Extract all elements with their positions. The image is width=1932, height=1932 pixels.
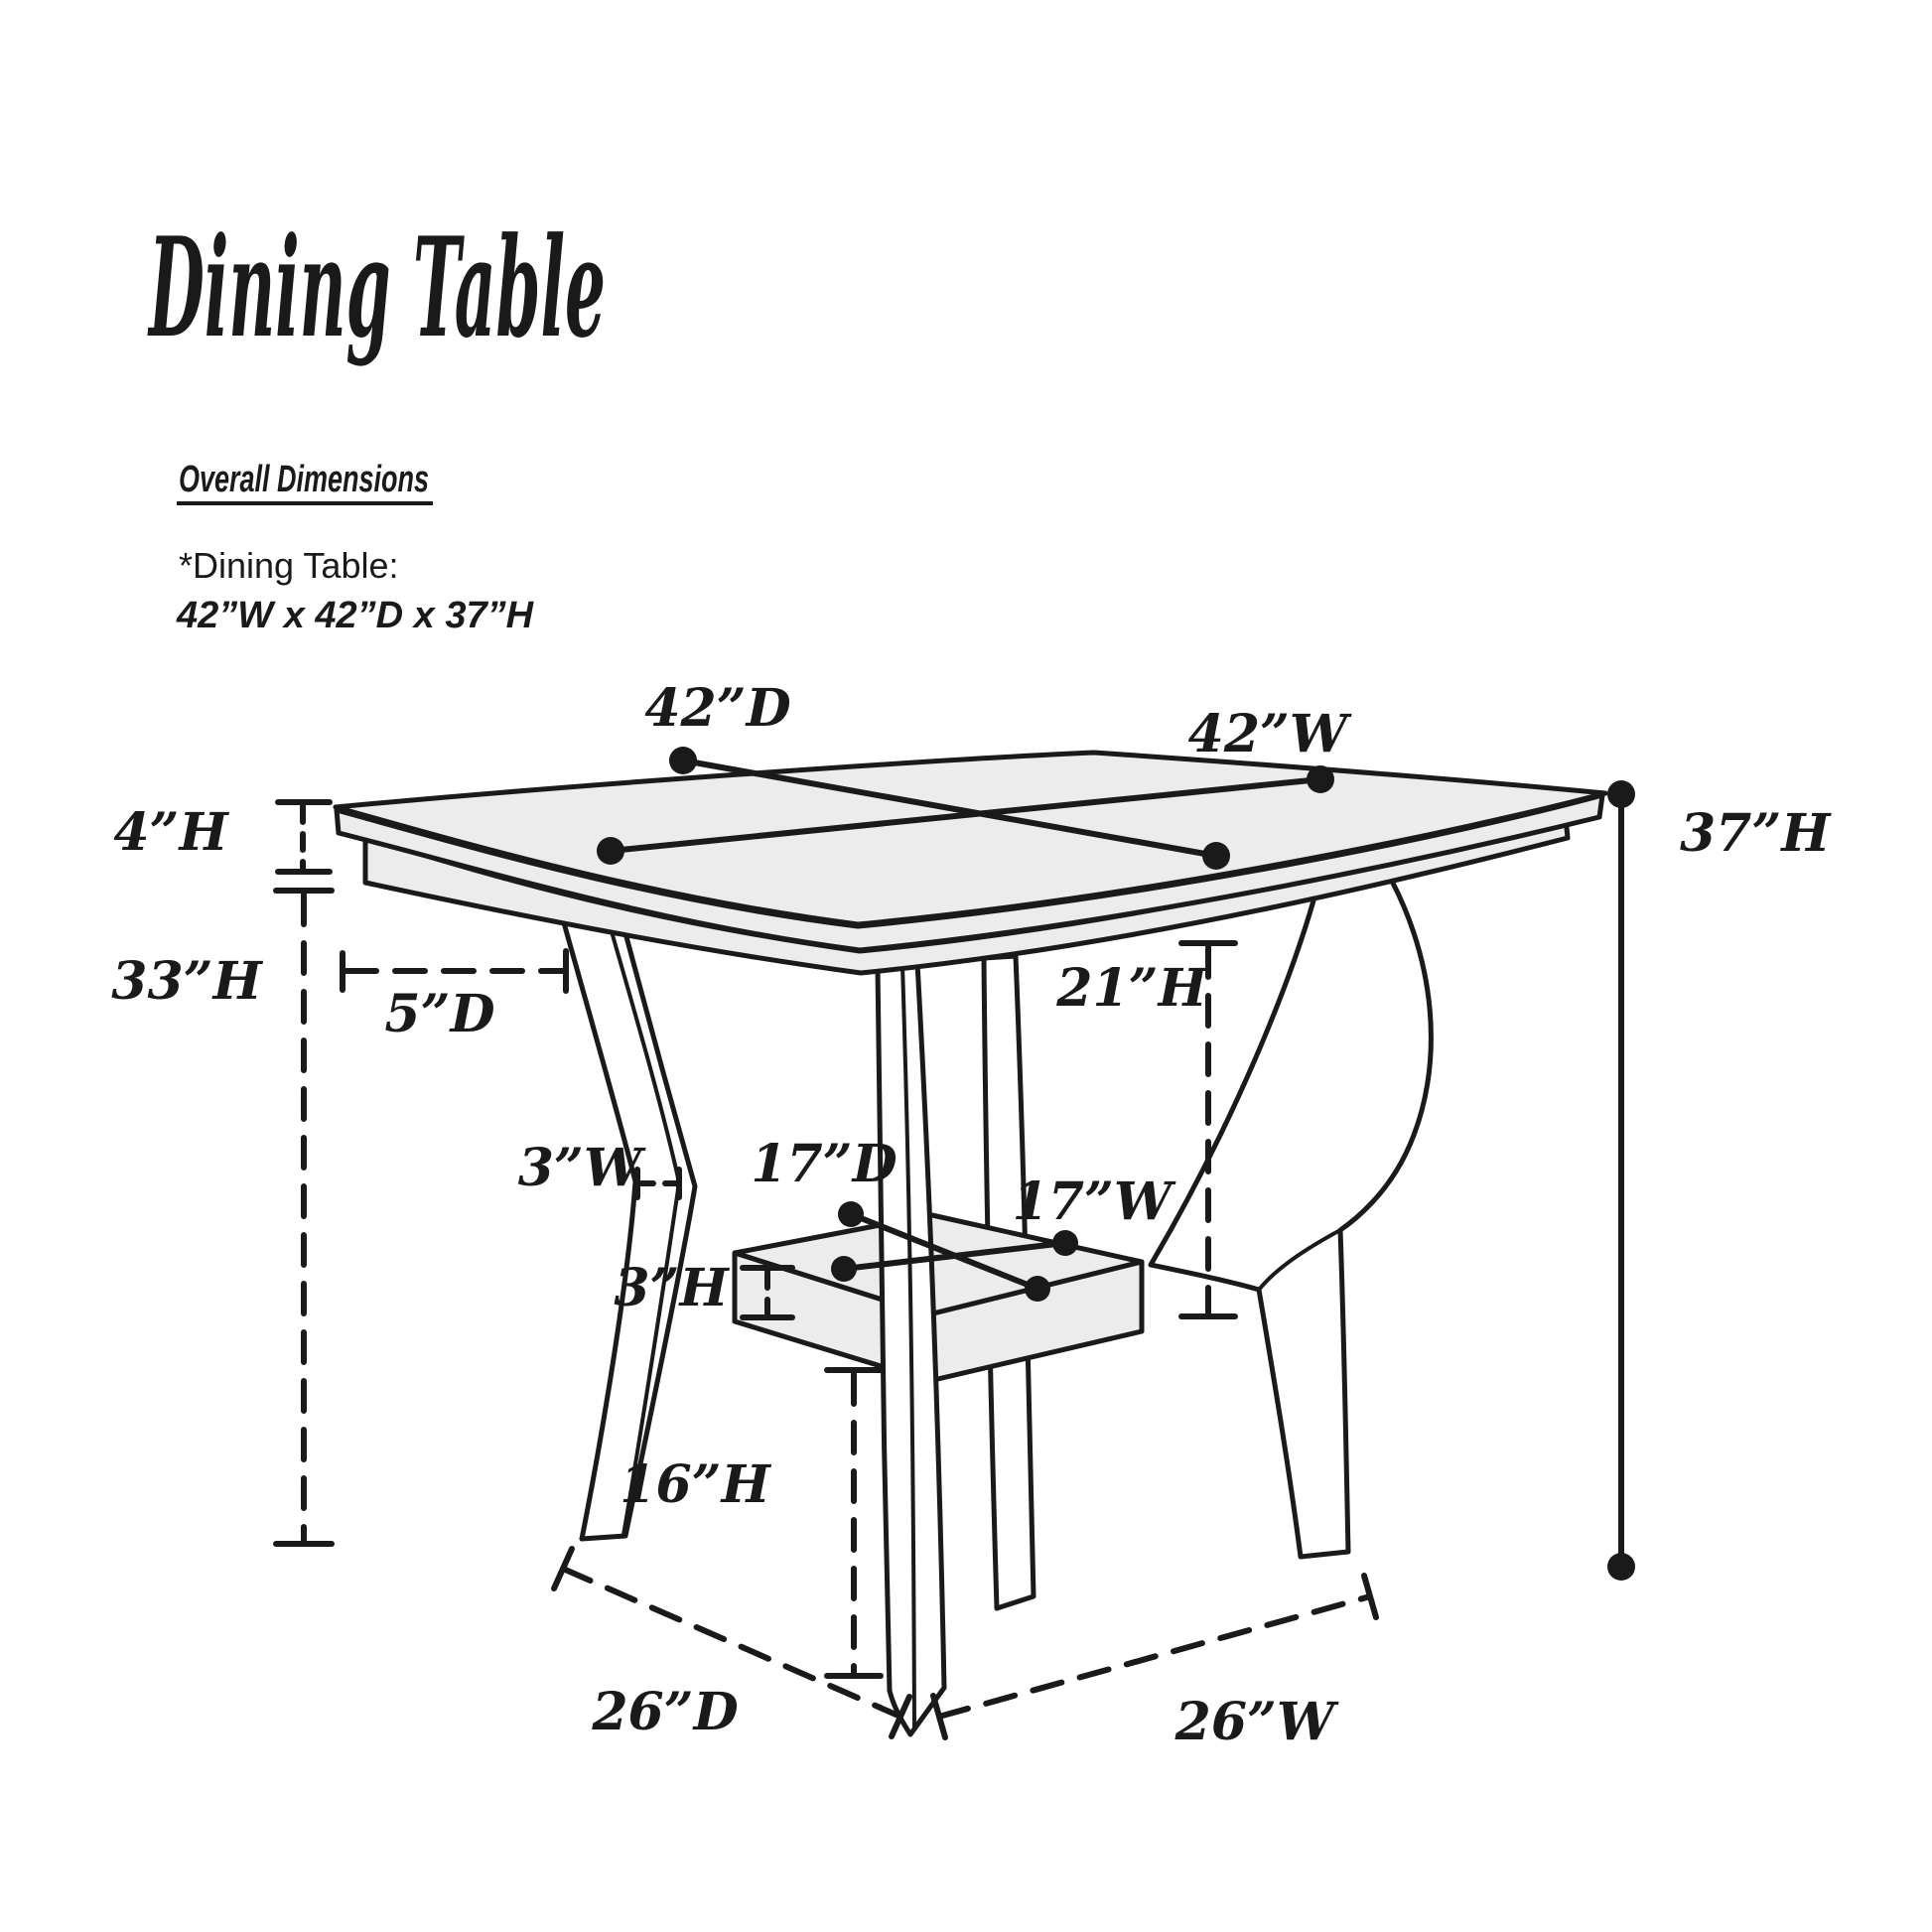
dim-shelf-floor-height <box>620 1370 881 1676</box>
dim-label-shelf-height: 3”H <box>614 1258 729 1318</box>
dim-label-overhang-depth: 5”D <box>384 984 495 1044</box>
dim-label-clearance-height: 33”H <box>111 951 262 1012</box>
dim-shelf-height <box>614 1258 792 1318</box>
dim-label-top-depth: 42”D <box>644 678 791 739</box>
lower-shelf <box>735 1215 1142 1381</box>
dim-label-top-width: 42”W <box>1187 704 1348 764</box>
dim-label-shelf-width: 17”W <box>1012 1172 1173 1232</box>
dim-label-base-depth: 26”D <box>592 1682 739 1742</box>
section-heading: Overall Dimensions <box>179 459 429 500</box>
dim-label-under-top-height: 21”H <box>1056 958 1207 1019</box>
dim-label-shelf-floor-height: 16”H <box>620 1454 770 1515</box>
table-drawing <box>336 753 1605 1734</box>
table-leg-front <box>878 963 944 1734</box>
spec-item-label: *Dining Table: <box>179 545 399 586</box>
header <box>147 207 606 636</box>
page-title: Dining Table <box>147 207 606 368</box>
dim-label-shelf-depth: 17”D <box>751 1134 897 1194</box>
dim-apron-height <box>113 802 330 872</box>
spec-item-dimensions: 42”W x 42”D x 37”H <box>177 595 534 636</box>
dim-overhang-depth <box>343 951 566 1044</box>
dim-overall-height <box>1607 780 1832 1581</box>
dim-clearance-height <box>111 891 332 1544</box>
dim-label-leg-width: 3”W <box>517 1138 642 1198</box>
table-leg-left <box>563 919 695 1539</box>
dim-label-apron-height: 4”H <box>113 802 228 863</box>
dim-label-overall-height: 37”H <box>1680 803 1831 864</box>
dim-label-base-width: 26”W <box>1174 1692 1335 1752</box>
